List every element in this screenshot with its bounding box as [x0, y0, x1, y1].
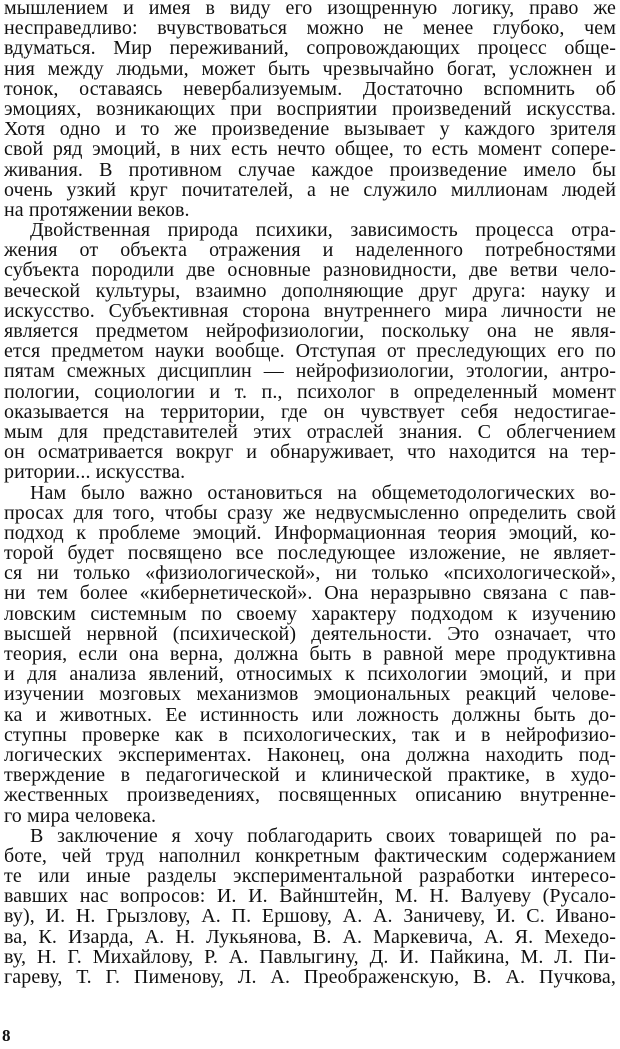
text-line: боте, чей труд наполнил конкретным фактическим содержанием	[4, 844, 616, 867]
text-line: ступны проверке как в психологических, так и в нейрофизио-	[4, 723, 616, 746]
paragraph-3	[4, 483, 616, 826]
text-line: эмоциях, возникающих при восприятии произведений искусства.	[4, 97, 616, 120]
text-line: те или иные разделы экспериментальной разработки интересо-	[4, 865, 616, 888]
paragraph-1	[4, 0, 616, 220]
text-line: изучении мозговых механизмов эмоциональных реакций челове-	[4, 683, 616, 706]
text-line: теория, если она верна, должна быть в равной мере продуктивна	[4, 643, 616, 665]
text-line: ву), И. Н. Грызлову, А. П. Ершову, А. А. Заничеву, И. С. Ивано-	[4, 905, 616, 928]
text-line: и для анализа явлений, относимых к психологии эмоций, и при	[4, 663, 616, 686]
text-line: Нам было важно остановиться на общеметодологических во-	[30, 481, 616, 504]
text-line: Двойственная природа психики, зависимость процесса отра-	[30, 219, 616, 242]
text-line: ния между людьми, может быть чрезвычайно богат, усложнен и	[4, 57, 616, 80]
text-line: го мира человека.	[4, 804, 157, 827]
text-line: пятам смежных дисциплин — нейрофизиологии, этологии, антро-	[4, 360, 616, 383]
text-line: мым для представителей этих отраслей знания. С облегчением	[4, 420, 616, 443]
text-line: тверждение в педагогической и клинической практике, в худо-	[4, 764, 616, 787]
text-line: он осматривается вокруг и обнаруживает, что находится на тер-	[4, 441, 616, 464]
text-line: вдуматься. Мир переживаний, сопровождающих процесс обще-	[4, 37, 616, 60]
text-line: ва, К. Изарда, А. Н. Лукьянова, В. А. Маркевича, А. Я. Мехедо-	[4, 925, 616, 948]
text-line: веческой культуры, взаимно дополняющие друг друга: науку и	[4, 279, 616, 302]
text-line: ни тем более «кибернетической». Она неразрывно связана с пав-	[4, 582, 616, 605]
text-line: пологии, социологии и т. п., психолог в определенный момент	[4, 380, 616, 403]
text-line: на протяжении веков.	[4, 198, 190, 221]
text-line: высшей нервной (психической) деятельности. Это означает, что	[4, 622, 616, 645]
paragraph-4	[4, 826, 616, 988]
text-line: мышлением и имея в виду его изощренную логику, право же	[4, 0, 616, 19]
text-line: является предметом нейрофизиологии, поскольку она не явля-	[4, 320, 616, 342]
text-line: субъекта породили две основные разновидности, две ветви чело-	[4, 259, 616, 282]
text-line: ловским системным по своему характеру подходом к изучению	[4, 602, 616, 625]
text-line: ся ни только «физиологической», ни только «психологической»,	[4, 562, 616, 585]
text-line: искусство. Субъективная сторона внутреннего мира личности не	[4, 299, 616, 322]
paragraph-2	[4, 220, 616, 482]
text-line: очень узкий круг почитателей, а не служило миллионам людей	[4, 178, 616, 201]
text-line: оказывается на территории, где он чувствует себя недостигае-	[4, 400, 616, 423]
text-line: тонок, оставаясь невербализуемым. Достаточно вспомнить об	[4, 77, 616, 100]
text-line: ритории... искусства.	[4, 461, 186, 484]
text-line: вавших нас вопросов: И. И. Вайнштейн, М. Н. Валуеву (Русало-	[4, 885, 616, 908]
text-line: логических экспериментах. Наконец, она должна находить под-	[4, 743, 616, 766]
text-line: свой ряд эмоций, в них есть нечто общее, то есть момент сопере-	[4, 138, 616, 161]
text-line: жественных произведениях, посвященных описанию внутренне-	[4, 784, 616, 807]
text-line: ка и животных. Ее истинность или ложность должны быть до-	[4, 703, 616, 726]
text-line: ется предметом науки вообще. Отступая от преследующих его по	[4, 340, 616, 363]
text-line: несправедливо: вчувствоваться можно не менее глубоко, чем	[4, 17, 616, 40]
text-line: просах для того, чтобы сразу же недвусмысленно определить свой	[4, 501, 616, 524]
text-line: торой будет посвящено все последующее изложение, не являет-	[4, 542, 616, 565]
text-line: ву, Н. Г. Михайлову, Р. А. Павлыгину, Д. И. Пайкина, М. Л. Пи-	[4, 945, 616, 968]
text-line: гареву, Т. Г. Пименову, Л. А. Преображенскую, В. А. Пучкова,	[4, 966, 616, 988]
text-line: жения от объекта отражения и наделенного потребностями	[4, 239, 616, 262]
text-line: В заключение я хочу поблагодарить своих товарищей по ра-	[30, 824, 616, 847]
body-text	[4, 0, 616, 987]
text-line: Хотя одно и то же произведение вызывает у каждого зрителя	[4, 118, 616, 141]
text-line: подход к проблеме эмоций. Информационная теория эмоций, ко-	[4, 521, 616, 544]
page-number: 8	[2, 1026, 11, 1045]
text-line: живания. В противном случае каждое произведение имело бы	[4, 158, 616, 181]
